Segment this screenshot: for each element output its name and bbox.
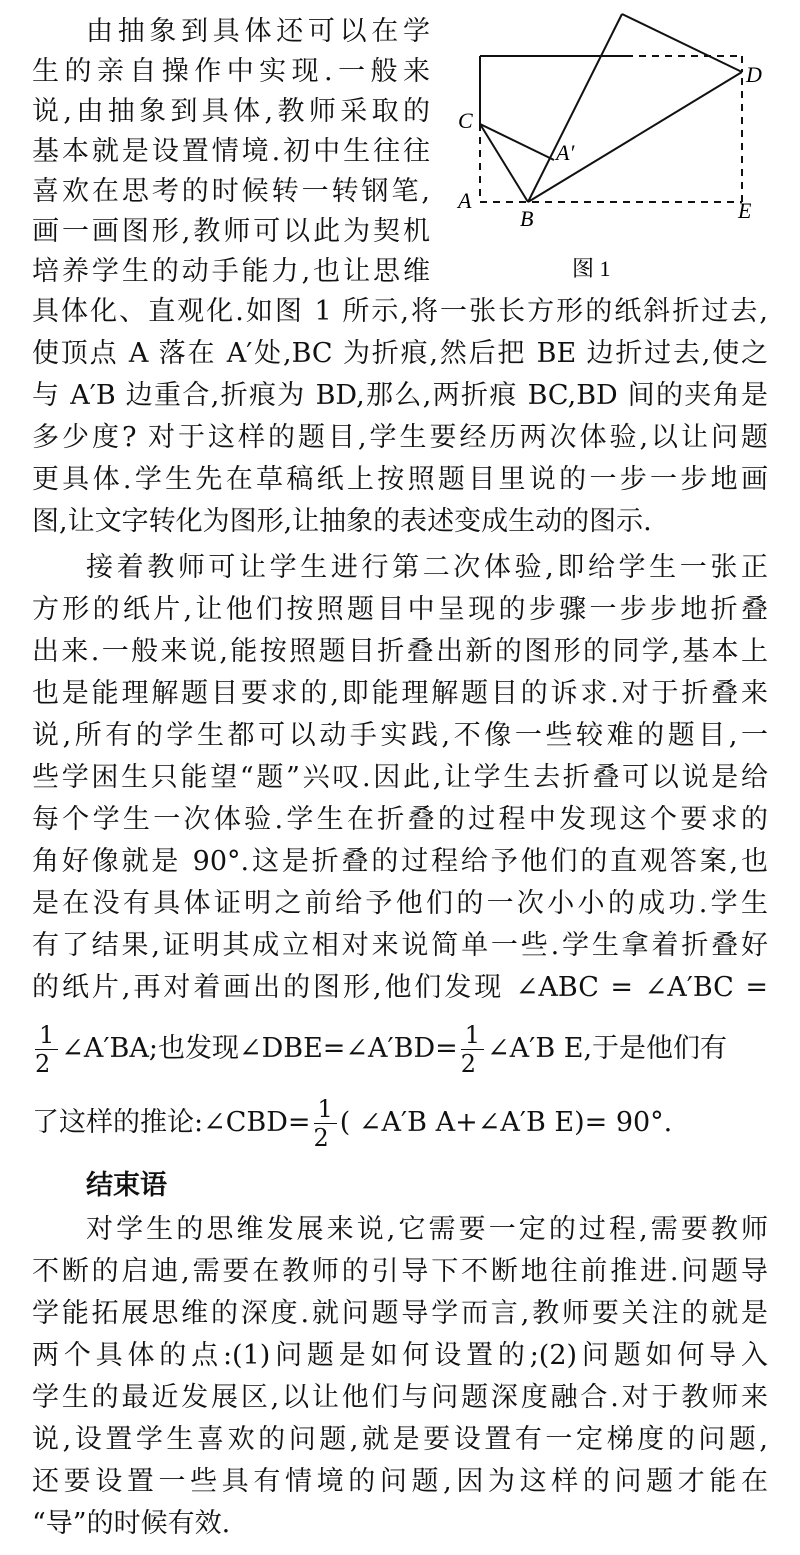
fraction-numerator: 1 (314, 1097, 337, 1124)
folding-diagram (448, 8, 778, 288)
math1-text-a: ∠A′BA;也发现∠DBE=∠A′BD= (61, 1033, 458, 1064)
paragraph2-line: 接着教师可让学生进行第二次体验,即给学生一张正 (86, 552, 768, 583)
section-heading: 结束语 (86, 1170, 167, 1201)
label-b: B (520, 206, 534, 231)
paragraph2-line: 每个学生一次体验.学生在折叠的过程中发现这个要求的 (32, 804, 768, 835)
paragraph1-line: 说,由抽象到具体,教师采取的 (32, 96, 430, 127)
paragraph1-line: 喜欢在思考的时候转一转钢笔, (32, 176, 430, 207)
conclusion-line: 学生的最近发展区,以让他们与问题深度融合.对于教师来 (32, 1382, 768, 1413)
paragraph2-line: 是在没有具体证明之前给予他们的一次小小的成功.学生 (32, 888, 768, 919)
fraction-one-half (35, 1023, 58, 1076)
paragraph1-line: 培养学生的动手能力,也让思维 (32, 256, 430, 287)
edge-top-apex-to-d (622, 14, 742, 72)
fraction-denominator: 2 (313, 1124, 329, 1152)
figure-caption: 图 1 (572, 256, 611, 281)
label-c: C (458, 108, 473, 133)
paragraph2-line: 些学困生只能望“题”兴叹.因此,让学生去折叠可以说是给 (32, 762, 768, 793)
math2-text-pre: 了这样的推论:∠CBD= (32, 1107, 311, 1138)
fraction-denominator: 2 (35, 1050, 51, 1078)
fraction-denominator: 2 (460, 1050, 477, 1078)
paragraph1-line: 更具体.学生先在草稿纸上按照题目里说的一步一步地画 (32, 464, 768, 495)
conclusion-line: 还要设置一些具有情境的问题,因为这样的问题才能在 (32, 1466, 768, 1497)
paragraph1-line: 使顶点 A 落在 A′处,BC 为折痕,然后把 BE 边折过去,使之 (32, 338, 768, 369)
conclusion-line: 两个具体的点:(1)问题是如何设置的;(2)问题如何导入 (32, 1340, 768, 1371)
label-a: A (458, 188, 472, 213)
paragraph2-line: 角好像就是 90°.这是折叠的过程给予他们的直观答案,也 (32, 846, 768, 877)
math2-text-post: ( ∠A′B A+∠A′B E)= 90°. (339, 1107, 673, 1138)
conclusion-line: 说,设置学生喜欢的问题,就是要设置有一定梯度的问题, (32, 1424, 768, 1455)
fraction-one-half (461, 1023, 484, 1076)
paragraph2-line: 的纸片,再对着画出的图形,他们发现 ∠ABC = ∠A′BC = (32, 972, 768, 1003)
fraction-one-half (314, 1097, 337, 1150)
label-d: D (746, 62, 762, 87)
paragraph2-line: 出来.一般来说,能按照题目折叠出新的图形的同学,基本上 (32, 636, 768, 667)
paragraph2-line: 方形的纸片,让他们按照题目中呈现的步骤一步步地折叠 (32, 594, 768, 625)
paragraph1-line: 画一画图形,教师可以此为契机 (32, 216, 430, 247)
paragraph2-line: 也是能理解题目要求的,即能理解题目的诉求.对于折叠来 (32, 678, 768, 709)
paragraph1-line: 生的亲自操作中实现.一般来 (32, 56, 430, 87)
conclusion-line: 对学生的思维发展来说,它需要一定的过程,需要教师 (86, 1214, 768, 1245)
conclusion-line: 不断的启迪,需要在教师的引导下不断地往前推进.问题导 (32, 1256, 768, 1287)
paragraph2-line: 有了结果,证明其成立相对来说简单一些.学生拿着折叠好 (32, 930, 768, 961)
label-a-prime: A′ (556, 140, 575, 165)
paragraph2-line: 说,所有的学生都可以动手实践,不像一些较难的题目,一 (32, 720, 768, 751)
conclusion-line: 学能拓展思维的深度.就问题导学而言,教师要关注的就是 (32, 1298, 768, 1329)
paragraph1-line: 与 A′B 边重合,折痕为 BD,那么,两折痕 BC,BD 间的夹角是 (32, 380, 768, 411)
fraction-numerator: 1 (35, 1023, 58, 1050)
math-line-1 (32, 1012, 768, 1086)
paragraph1-line: 由抽象到具体还可以在学 (86, 16, 430, 47)
label-e: E (738, 198, 752, 223)
math1-text-b: ∠A′B E,于是他们有 (487, 1033, 728, 1064)
paragraph1-line: 基本就是设置情境.初中生往往 (32, 136, 430, 167)
paragraph1-line: 具体化、直观化.如图 1 所示,将一张长方形的纸斜折过去, (32, 296, 768, 327)
math-line-2 (32, 1086, 768, 1160)
fraction-numerator: 1 (461, 1023, 484, 1050)
paragraph1-line: 多少度? 对于这样的题目,学生要经历两次体验,以让问题 (32, 422, 768, 453)
conclusion-line: “导”的时候有效. (32, 1508, 231, 1539)
paragraph1-line: 图,让文字转化为图形,让抽象的表述变成生动的图示. (32, 506, 652, 537)
